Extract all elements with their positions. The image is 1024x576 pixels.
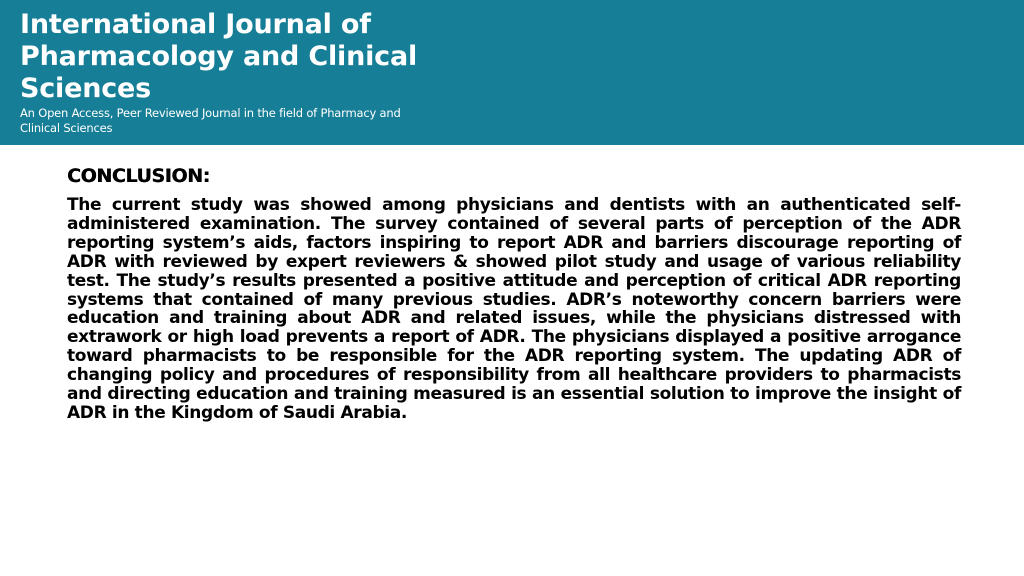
journal-title: International Journal of Pharmacology and Clinical Sciences bbox=[20, 9, 418, 104]
conclusion-paragraph: The current study was showed among physicians and dentists with an authenticated self-administered examination. The survey contained of several parts of perception of the ADR reporting system’s aids, factors inspiring to report ADR and barriers discourage reporting of ADR with reviewed by expert reviewers & showed pilot study and usage of various reliability test. The study’s results presented a positive attitude and perception of critical ADR reporting systems that contained of many previous studies. ADR’s noteworthy concern barriers were education and training about ADR and related issues, while the physicians distressed with extrawork or high load prevents a report of ADR. The physicians displayed a positive arrogance toward pharmacists to be responsible for the ADR reporting system. The updating ADR of changing policy and procedures of responsibility from all healthcare providers to pharmacists and directing education and training measured is an essential solution to improve the insight of ADR in the Kingdom of Saudi Arabia. bbox=[67, 195, 961, 423]
journal-header-banner bbox=[0, 0, 1024, 145]
section-heading: CONCLUSION: bbox=[67, 165, 210, 187]
journal-subtitle: An Open Access, Peer Reviewed Journal in the field of Pharmacy and Clinical Sciences bbox=[20, 106, 401, 135]
conclusion-section bbox=[67, 164, 961, 423]
